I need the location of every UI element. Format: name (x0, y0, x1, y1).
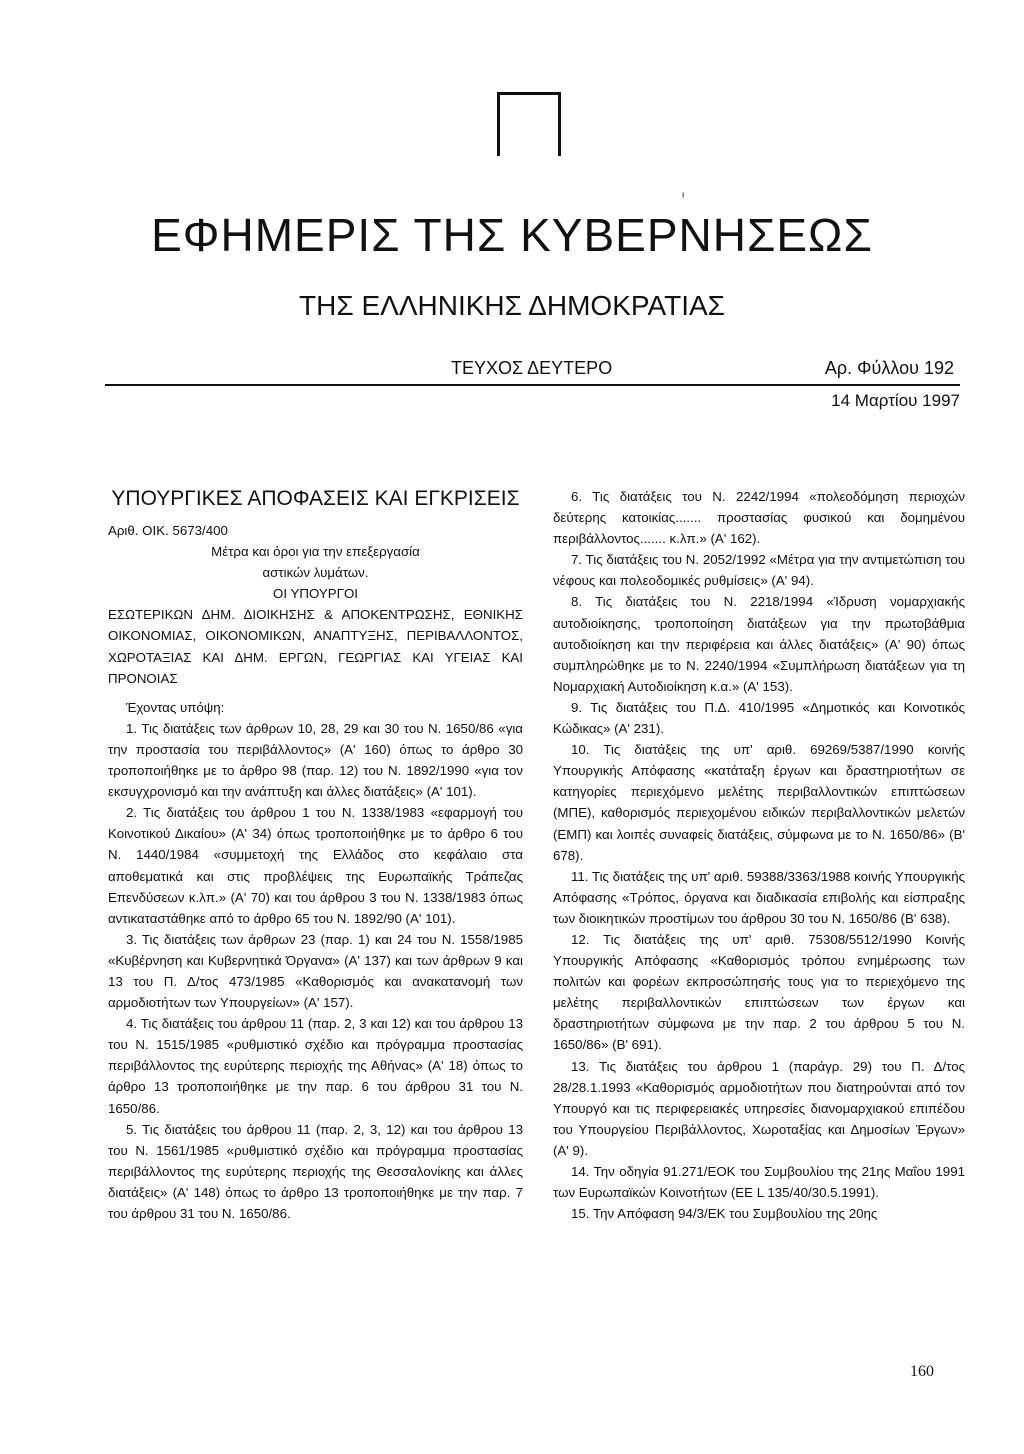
emblem-frame (497, 92, 561, 156)
paragraph: 8. Τις διατάξεις του Ν. 2218/1994 «Ίδρυση νομαρχιακής αυτοδιοίκησης, τροποποίηση διατάξεων για την πρωτοβάθμια αυτοδιοίκηση και την περιφέρεια και άλλες διατάξεις» (Α' 90) όπως συμπληρώθηκε με το Ν. 2240/1994 «Συμπλήρωση διατάξεων για τη Νομαρχιακή Αυτοδιοίκηση κ.α.» (Α' 153). (553, 594, 965, 694)
decision-heading-line1: Μέτρα και όροι για την επεξεργασία (211, 544, 420, 560)
ministries-list: ΕΣΩΤΕΡΙΚΩΝ ΔΗΜ. ΔΙΟΙΚΗΣΗΣ & ΑΠΟΚΕΝΤΡΩΣΗΣ, ΕΘΝΙΚΗΣ ΟΙΚΟΝΟΜΙΑΣ, ΟΙΚΟΝΟΜΙΚΩΝ, ΑΝΑΠΤΥΞΗΣ, ΠΕΡΙΒΑΛΛΟΝΤΟΣ, ΧΩΡΟΤΑΞΙΑΣ ΚΑΙ ΔΗΜ. ΕΡΓΩΝ, ΓΕΩΡΓΙΑΣ ΚΑΙ ΥΓΕΙΑΣ ΚΑΙ ΠΡΟΝΟΙΑΣ (108, 607, 523, 686)
left-column (108, 486, 523, 1224)
having-regard: Έχοντας υπόψη: (126, 699, 225, 715)
ministers-heading: ΟΙ ΥΠΟΥΡΓΟΙ (273, 586, 358, 602)
gazette-subtitle: ΤΗΣ ΕΛΛΗΝΙΚΗΣ ΔΗΜΟΚΡΑΤΙΑΣ (299, 290, 725, 321)
paragraph: 6. Τις διατάξεις του Ν. 2242/1994 «πολεοδόμηση περιοχών δεύτερης κατοικίας....... προστασίας φυσικού και δομημένου περιβάλλοντος....... κ.λπ.» (Α' 162). (553, 489, 965, 547)
reference-number: Αριθ. ΟΙΚ. 5673/400 (108, 523, 228, 538)
paragraph: 7. Τις διατάξεις του Ν. 2052/1992 «Μέτρα για την αντιμετώπιση του νέφους και πολεοδομικές ρυθμίσεις» (Α' 94). (553, 552, 965, 589)
paragraph: 13. Τις διατάξεις του άρθρου 1 (παράγρ. 29) του Π. Δ/τος 28/28.1.1993 «Καθορισμός αρμοδιοτήτων που διατηρούνται από τον Υπουργό και τις περιφερειακές υπηρεσίες διανομαρχιακού επιπέδου του Υπουργείου Περιβάλλοντος, Χωροταξίας και Δημοσίων Έργων» (Α' 9). (553, 1058, 965, 1158)
page-number: 160 (910, 1363, 934, 1380)
section-title: ΥΠΟΥΡΓΙΚΕΣ ΑΠΟΦΑΣΕΙΣ ΚΑΙ ΕΓΚΡΙΣΕΙΣ (111, 487, 520, 510)
paragraph: 14. Την οδηγία 91.271/ΕΟΚ του Συμβουλίου της 21ης Μαΐου 1991 των Ευρωπαϊκών Κοινοτήτων (ΕΕ L 135/40/30.5.1991). (553, 1164, 965, 1201)
paragraph: 2. Τις διατάξεις του άρθρου 1 του Ν. 1338/1983 «εφαρμογή του Κοινοτικού Δικαίου» (Α' 34) όπως τροποποιήθηκε με το άρθρο 6 του Ν. 1440/1984 «συμμετοχή της Ελλάδος στο κεφάλαιο στα αποθεματικά και στις προβλέψεις της Ευρωπαϊκής Τράπεζας Επενδύσεων κ.λπ.» (Α' 70) και του άρθρου 3 του Ν. 1338/1983 όπως αντικαταστάθηκε από το άρθρο 65 του Ν. 1892/90 (Α' 101). (108, 805, 523, 926)
paragraph: 9. Τις διατάξεις του Π.Δ. 410/1995 «Δημοτικός και Κοινοτικός Κώδικας» (Α' 231). (553, 699, 965, 737)
paragraph: 11. Τις διατάξεις της υπ' αριθ. 59388/3363/1988 κοινής Υπουργικής Απόφασης «Τρόπος, όργανα και διαδικασία επιβολής και είσπραξης των διοικητικών προστίμων του άρθρου 30 του Ν. 1650/86 (Β' 638). (553, 868, 965, 926)
issue-row (105, 358, 960, 386)
gazette-title: ΕΦΗΜΕΡΙΣ ΤΗΣ ΚΥΒΕΡΝΗΣΕΩΣ (151, 209, 873, 261)
decision-heading-line2: αστικών λυμάτων. (262, 565, 369, 581)
paragraph: 4. Τις διατάξεις του άρθρου 11 (παρ. 2, 3 και 12) και του άρθρου 13 του Ν. 1515/1985 «ρυθμιστικό σχέδιο και πρόγραμμα προστασίας περιβάλλοντος της ευρύτερης περιοχής της Αθήνας» (Α' 18) όπως το άρθρο 13 τροποποιήθηκε με την παρ. 6 του άρθρου 31 του Ν. 1650/86. (108, 1016, 523, 1116)
paragraph: 3. Τις διατάξεις των άρθρων 23 (παρ. 1) και 24 του Ν. 1558/1985 «Κυβέρνηση και Κυβερνητικά Όργανα» (Α' 137) και των άρθρων 9 και 13 του Π. Δ/τος 473/1985 «Καθορισμός και ανακατανομή των αρμοδιοτήτων των Υπουργείων» (Α' 157). (108, 931, 523, 1011)
issue-date: 14 Μαρτίου 1997 (831, 391, 960, 410)
paragraph: 5. Τις διατάξεις του άρθρου 11 (παρ. 2, 3, 12) και του άρθρου 13 του Ν. 1561/1985 «ρυθμιστικό σχέδιο και πρόγραμμα προστασίας περιβάλλοντος της ευρύτερης περιοχής της Θεσσαλονίκης και άλλες διατάξεις» (Α' 148) όπως το άρθρο 13 τροποποιήθηκε με την παρ. 7 του άρθρου 31 του Ν. 1650/86. (108, 1121, 523, 1221)
paragraph: 1. Τις διατάξεις των άρθρων 10, 28, 29 και 30 του Ν. 1650/86 «για την προστασία του περιβάλλοντος» (Α' 160) όπως το άρθρο 30 τροποποιήθηκε με το άρθρο 98 (παρ. 12) του Ν. 1892/1990 «για τον εκσυγχρονισμό και την ανάπτυξη και άλλες διατάξεις» (Α' 101). (108, 720, 523, 800)
sheet-number: Αρ. Φύλλου 192 (824, 358, 954, 378)
issue-label: ΤΕΥΧΟΣ ΔΕΥΤΕΡΟ (451, 358, 613, 378)
paragraph: 12. Τις διατάξεις της υπ' αριθ. 75308/5512/1990 Κοινής Υπουργικής Απόφασης «Καθορισμός τρόπου ενημέρωσης των πολιτών και φορέων εκπροσώπησής τους για το περιεχόμενο της μελέτης περιβαλλοντικών επιπτώσεων των έργων και δραστηριοτήτων σύμφωνα με την παρ. 2 του άρθρου 5 του Ν. 1650/86» (Β' 691). (553, 931, 965, 1053)
paragraph: 10. Τις διατάξεις της υπ' αριθ. 69269/5387/1990 κοινής Υπουργικής Απόφασης «κατάταξη έργων και δραστηριοτήτων σε κατηγορίες περιεχόμενο μελέτης περιβαλλοντικών επιπτώσεων (ΜΠΕ), καθορισμός περιεχομένου ειδικών περιβαλλοντικών μελετών (ΕΜΠ) και λοιπές συναφείς διατάξεις, σύμφωνα με το Ν. 1650/86» (Β' 678). (553, 742, 965, 863)
paragraph: 15. Την Απόφαση 94/3/ΕΚ του Συμβουλίου της 20ης (571, 1206, 878, 1222)
mark: ᶥ (682, 188, 685, 204)
right-column (553, 486, 965, 1224)
